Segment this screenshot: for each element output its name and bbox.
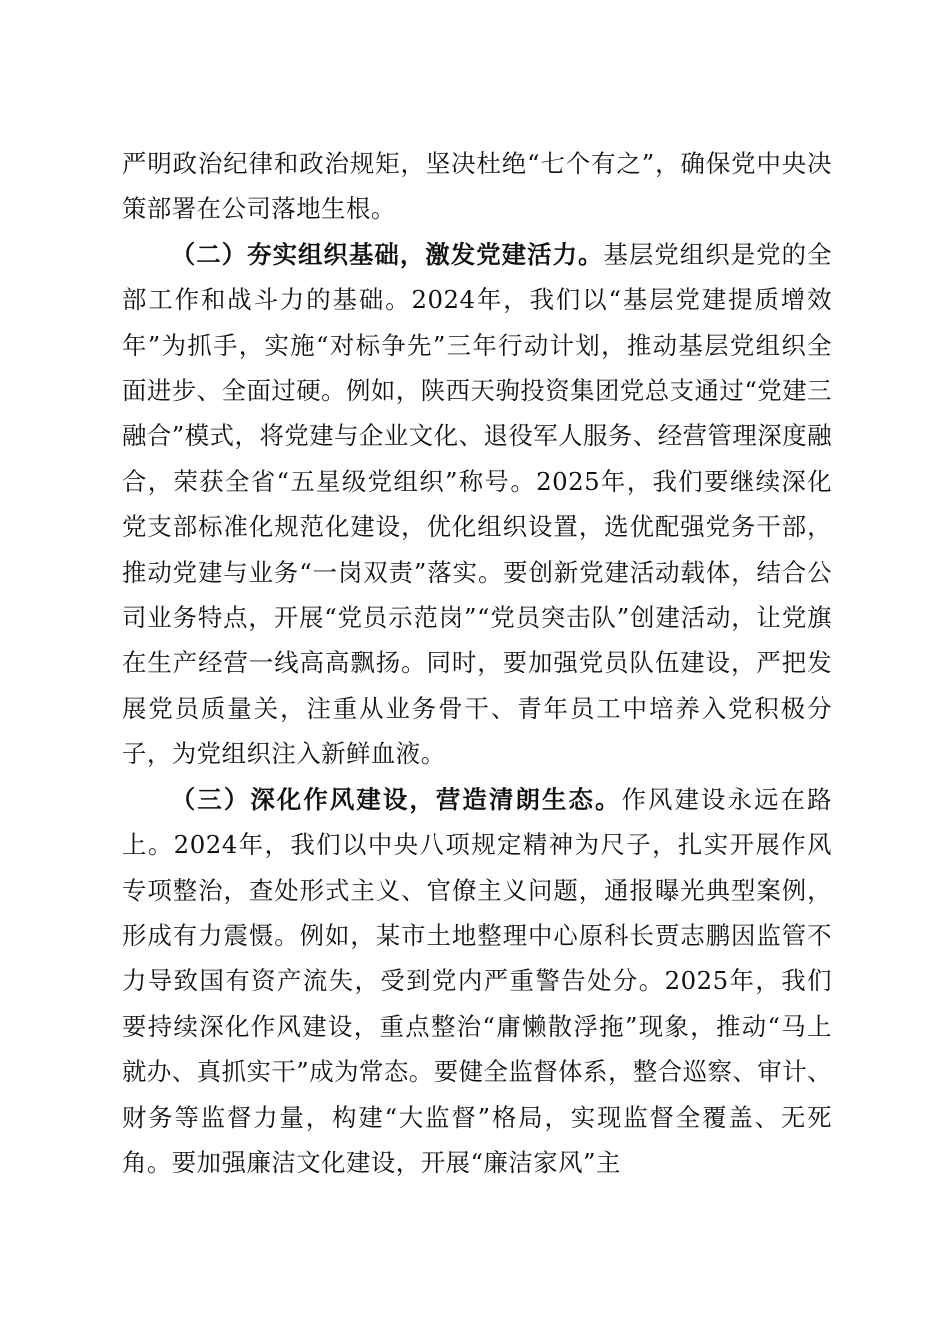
section-3-heading: （三）深化作风建设，营造清朗生态。	[170, 784, 622, 814]
paragraph-section-2	[122, 232, 832, 777]
paragraph-section-3	[122, 777, 832, 1186]
paragraph-1-text: 严明政治纪律和政治规矩，坚决杜绝“七个有之”，确保党中央决策部署在公司落地生根。	[122, 149, 832, 224]
section-2-text: 基层党组织是党的全部工作和战斗力的基础。2024年，我们以“基层党建提质增效年”为抓手，实施“对标争先”三年行动计划，推动基层党组织全面进步、全面过硬。例如，陕西天驹投资集团党总支通过“党建三融合”模式，将党建与企业文化、退役军人服务、经营管理深度融合，荣获全省“五星级党组织”称号。2025年，我们要继续深化党支部标准化规范化建设，优化组织设置，选优配强党务干部，推动党建与业务“一岗双责”落实。要创新党建活动载体，结合公司业务特点，开展“党员示范岗”“党员突击队”创建活动，让党旗在生产经营一线高高飘扬。同时，要加强党员队伍建设，严把发展党员质量关，注重从业务骨干、青年员工中培养入党积极分子，为党组织注入新鲜血液。	[122, 239, 832, 769]
section-3-text: 作风建设永远在路上。2024年，我们以中央八项规定精神为尺子，扎实开展作风专项整治，查处形式主义、官僚主义问题，通报曝光典型案例，形成有力震慑。例如，某市土地整理中心原科长贾志鹏因监管不力导致国有资产流失，受到党内严重警告处分。2025年，我们要持续深化作风建设，重点整治“庸懒散浮拖”现象，推动“马上就办、真抓实干”成为常态。要健全监督体系，整合巡察、审计、财务等监督力量，构建“大监督”格局，实现监督全覆盖、无死角。要加强廉洁文化建设，开展“廉洁家风”主	[122, 784, 832, 1177]
section-2-heading: （二）夯实组织基础，激发党建活力。	[170, 239, 604, 269]
paragraph-continuation	[122, 141, 832, 232]
document-body	[122, 141, 832, 1185]
